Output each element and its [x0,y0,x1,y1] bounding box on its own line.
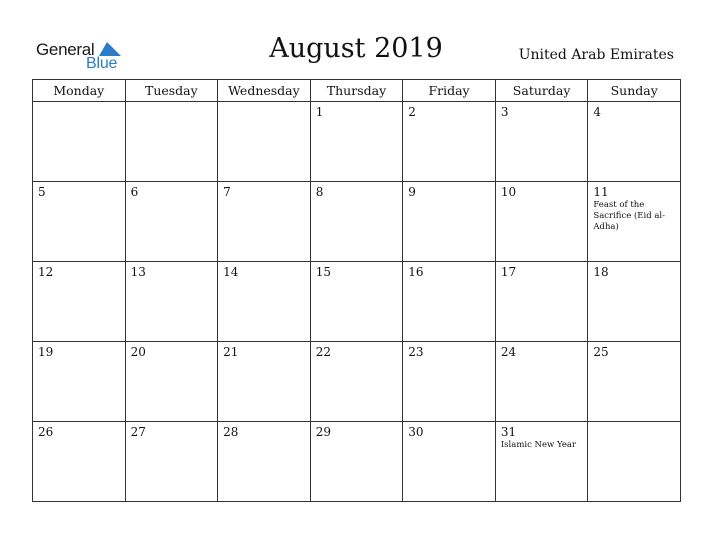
day-number: 24 [500,345,517,359]
calendar-grid [32,79,681,502]
day-number: 12 [38,265,54,279]
weekday-header: Monday [33,80,126,102]
day-cell [125,422,218,502]
day-number: 22 [315,345,331,359]
day-cell [125,102,218,182]
day-number: 27 [130,425,146,439]
day-cell [33,102,126,182]
country-name: United Arab Emirates [518,47,674,63]
day-cell [588,182,681,262]
day-cell [403,422,496,502]
day-number: 1 [315,105,324,119]
day-number: 5 [38,185,46,199]
weekday-header: Saturday [495,80,588,102]
holiday-label: Islamic New Year [500,440,577,450]
weekday-header: Sunday [588,80,681,102]
day-cell [125,342,218,422]
day-cell [403,262,496,342]
day-cell [588,262,681,342]
day-cell [495,422,588,502]
day-cell [310,182,403,262]
day-number: 8 [315,185,324,199]
calendar-week-row [33,262,681,342]
day-cell [495,182,588,262]
day-cell [125,262,218,342]
day-number: 18 [593,265,609,279]
day-cell [33,422,126,502]
weekday-header: Tuesday [125,80,218,102]
day-cell [403,342,496,422]
day-number: 20 [130,345,146,359]
day-number: 31 [500,425,517,439]
day-cell [218,262,311,342]
day-number: 26 [38,425,54,439]
day-cell [310,102,403,182]
day-cell [33,182,126,262]
calendar-week-row [33,102,681,182]
day-cell [495,342,588,422]
day-cell [33,262,126,342]
day-number: 17 [500,265,517,279]
day-number: 16 [408,265,424,279]
day-cell [495,102,588,182]
day-cell [588,342,681,422]
holiday-label: Feast of the Sacrifice (Eid al-Adha) [593,200,666,232]
day-cell [218,182,311,262]
weekday-header: Wednesday [218,80,311,102]
day-cell [403,182,496,262]
day-number: 13 [130,265,146,279]
day-cell [310,422,403,502]
day-cell [588,422,681,502]
day-number: 15 [315,265,331,279]
day-cell [495,262,588,342]
day-number: 4 [593,105,602,119]
weekday-header: Thursday [310,80,403,102]
day-number: 7 [223,185,231,199]
day-number: 10 [500,185,517,199]
day-number: 30 [408,425,424,439]
day-cell [125,182,218,262]
day-number: 2 [408,105,416,119]
day-number: 28 [223,425,239,439]
day-cell [588,102,681,182]
calendar-week-row [33,422,681,502]
calendar-week-row [33,182,681,262]
day-number: 3 [500,105,509,119]
day-cell [33,342,126,422]
day-number: 9 [408,185,416,199]
day-cell [218,102,311,182]
weekday-header: Friday [403,80,496,102]
day-cell [218,422,311,502]
calendar-week-row [33,342,681,422]
day-number: 21 [223,345,239,359]
day-cell [310,262,403,342]
logo-word-blue: Blue [86,55,118,72]
day-number: 6 [130,185,139,199]
day-number: 23 [408,345,424,359]
day-number: 19 [38,345,54,359]
day-cell [403,102,496,182]
page-title: August 2019 [269,33,443,64]
day-cell [218,342,311,422]
day-number: 14 [223,265,239,279]
day-number: 25 [593,345,609,359]
day-number: 29 [315,425,331,439]
weekday-header-row [33,80,681,102]
day-cell [310,342,403,422]
logo-word-general: General [36,40,95,59]
day-number: 11 [593,185,609,199]
